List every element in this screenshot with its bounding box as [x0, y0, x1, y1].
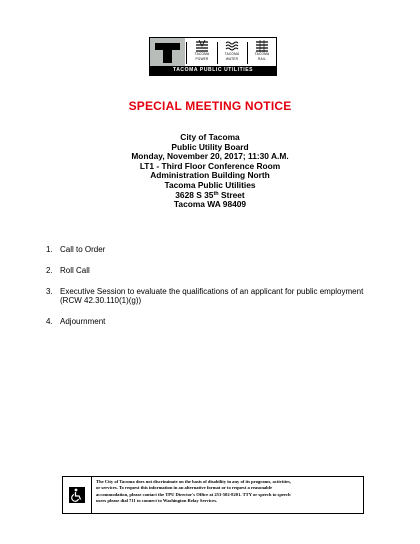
- meeting-building: Administration Building North: [150, 170, 270, 181]
- meeting-datetime: Monday, November 20, 2017; 11:30 A.M.: [131, 151, 289, 162]
- tacoma-public-utilities-logo: [149, 37, 277, 76]
- agenda-number: 2.: [46, 266, 53, 275]
- water-wave-icon: [225, 40, 239, 52]
- rail-line2: RAIL: [258, 56, 266, 61]
- disclaimer-line: The City of Tacoma does not discriminate on the basis of disability in any of its programs, activities,: [96, 479, 292, 484]
- meeting-details: [0, 133, 420, 210]
- agenda-text: Adjournment: [60, 317, 106, 326]
- tacoma-rail-unit: [247, 39, 277, 67]
- agenda-number: 4.: [46, 317, 53, 326]
- rail-track-icon: [255, 40, 269, 52]
- agenda-text-continued: (RCW 42.30.110(1)(g)): [60, 296, 142, 306]
- agenda-text: Roll Call: [60, 266, 90, 275]
- agenda-text: Call to Order: [60, 245, 106, 254]
- rail-line1: TACOMA: [254, 52, 270, 56]
- meeting-board: Public Utility Board: [171, 141, 249, 152]
- meeting-room: LT1 - Third Floor Conference Room: [139, 160, 281, 171]
- agenda-number: 3.: [46, 287, 53, 296]
- water-line2: WATER: [225, 56, 239, 61]
- t-logo-mark: [150, 38, 185, 67]
- street-name: Street: [218, 189, 245, 200]
- notice-title: SPECIAL MEETING NOTICE: [128, 99, 292, 113]
- logo-banner: TACOMA PUBLIC UTILITIES: [150, 66, 276, 75]
- accessibility-disclaimer: [62, 476, 364, 514]
- power-wave-icon: [195, 40, 209, 52]
- tacoma-power-unit: [187, 39, 217, 67]
- disclaimer-text: [96, 479, 361, 505]
- disclaimer-line: users please dial 711 to connect to Washington Relay Services.: [96, 498, 218, 504]
- agenda-text: Executive Session to evaluate the qualifications of an applicant for public employment: [60, 287, 364, 296]
- street-number: 3628 S 35: [175, 189, 214, 200]
- meeting-city: Tacoma WA 98409: [173, 199, 247, 210]
- agenda-number: 1.: [46, 245, 53, 254]
- meeting-org: City of Tacoma: [180, 132, 240, 142]
- disclaimer-line: accommodation, please contact the TPU Director's Office at 253-502-8201. TTY or speech to speech: [96, 491, 291, 497]
- wheelchair-accessibility-icon: [69, 487, 85, 503]
- disclaimer-line: or services. To request this information in an alternative format or to request a reasonable: [96, 485, 273, 491]
- power-line1: TACOMA: [194, 52, 210, 56]
- street-ordinal: th: [213, 190, 219, 197]
- power-line2: POWER: [195, 56, 209, 61]
- meeting-entity: Tacoma Public Utilities: [164, 179, 256, 190]
- accessibility-icon-cell: [63, 477, 92, 513]
- water-line1: TACOMA: [224, 52, 240, 56]
- tacoma-water-unit: [217, 39, 247, 67]
